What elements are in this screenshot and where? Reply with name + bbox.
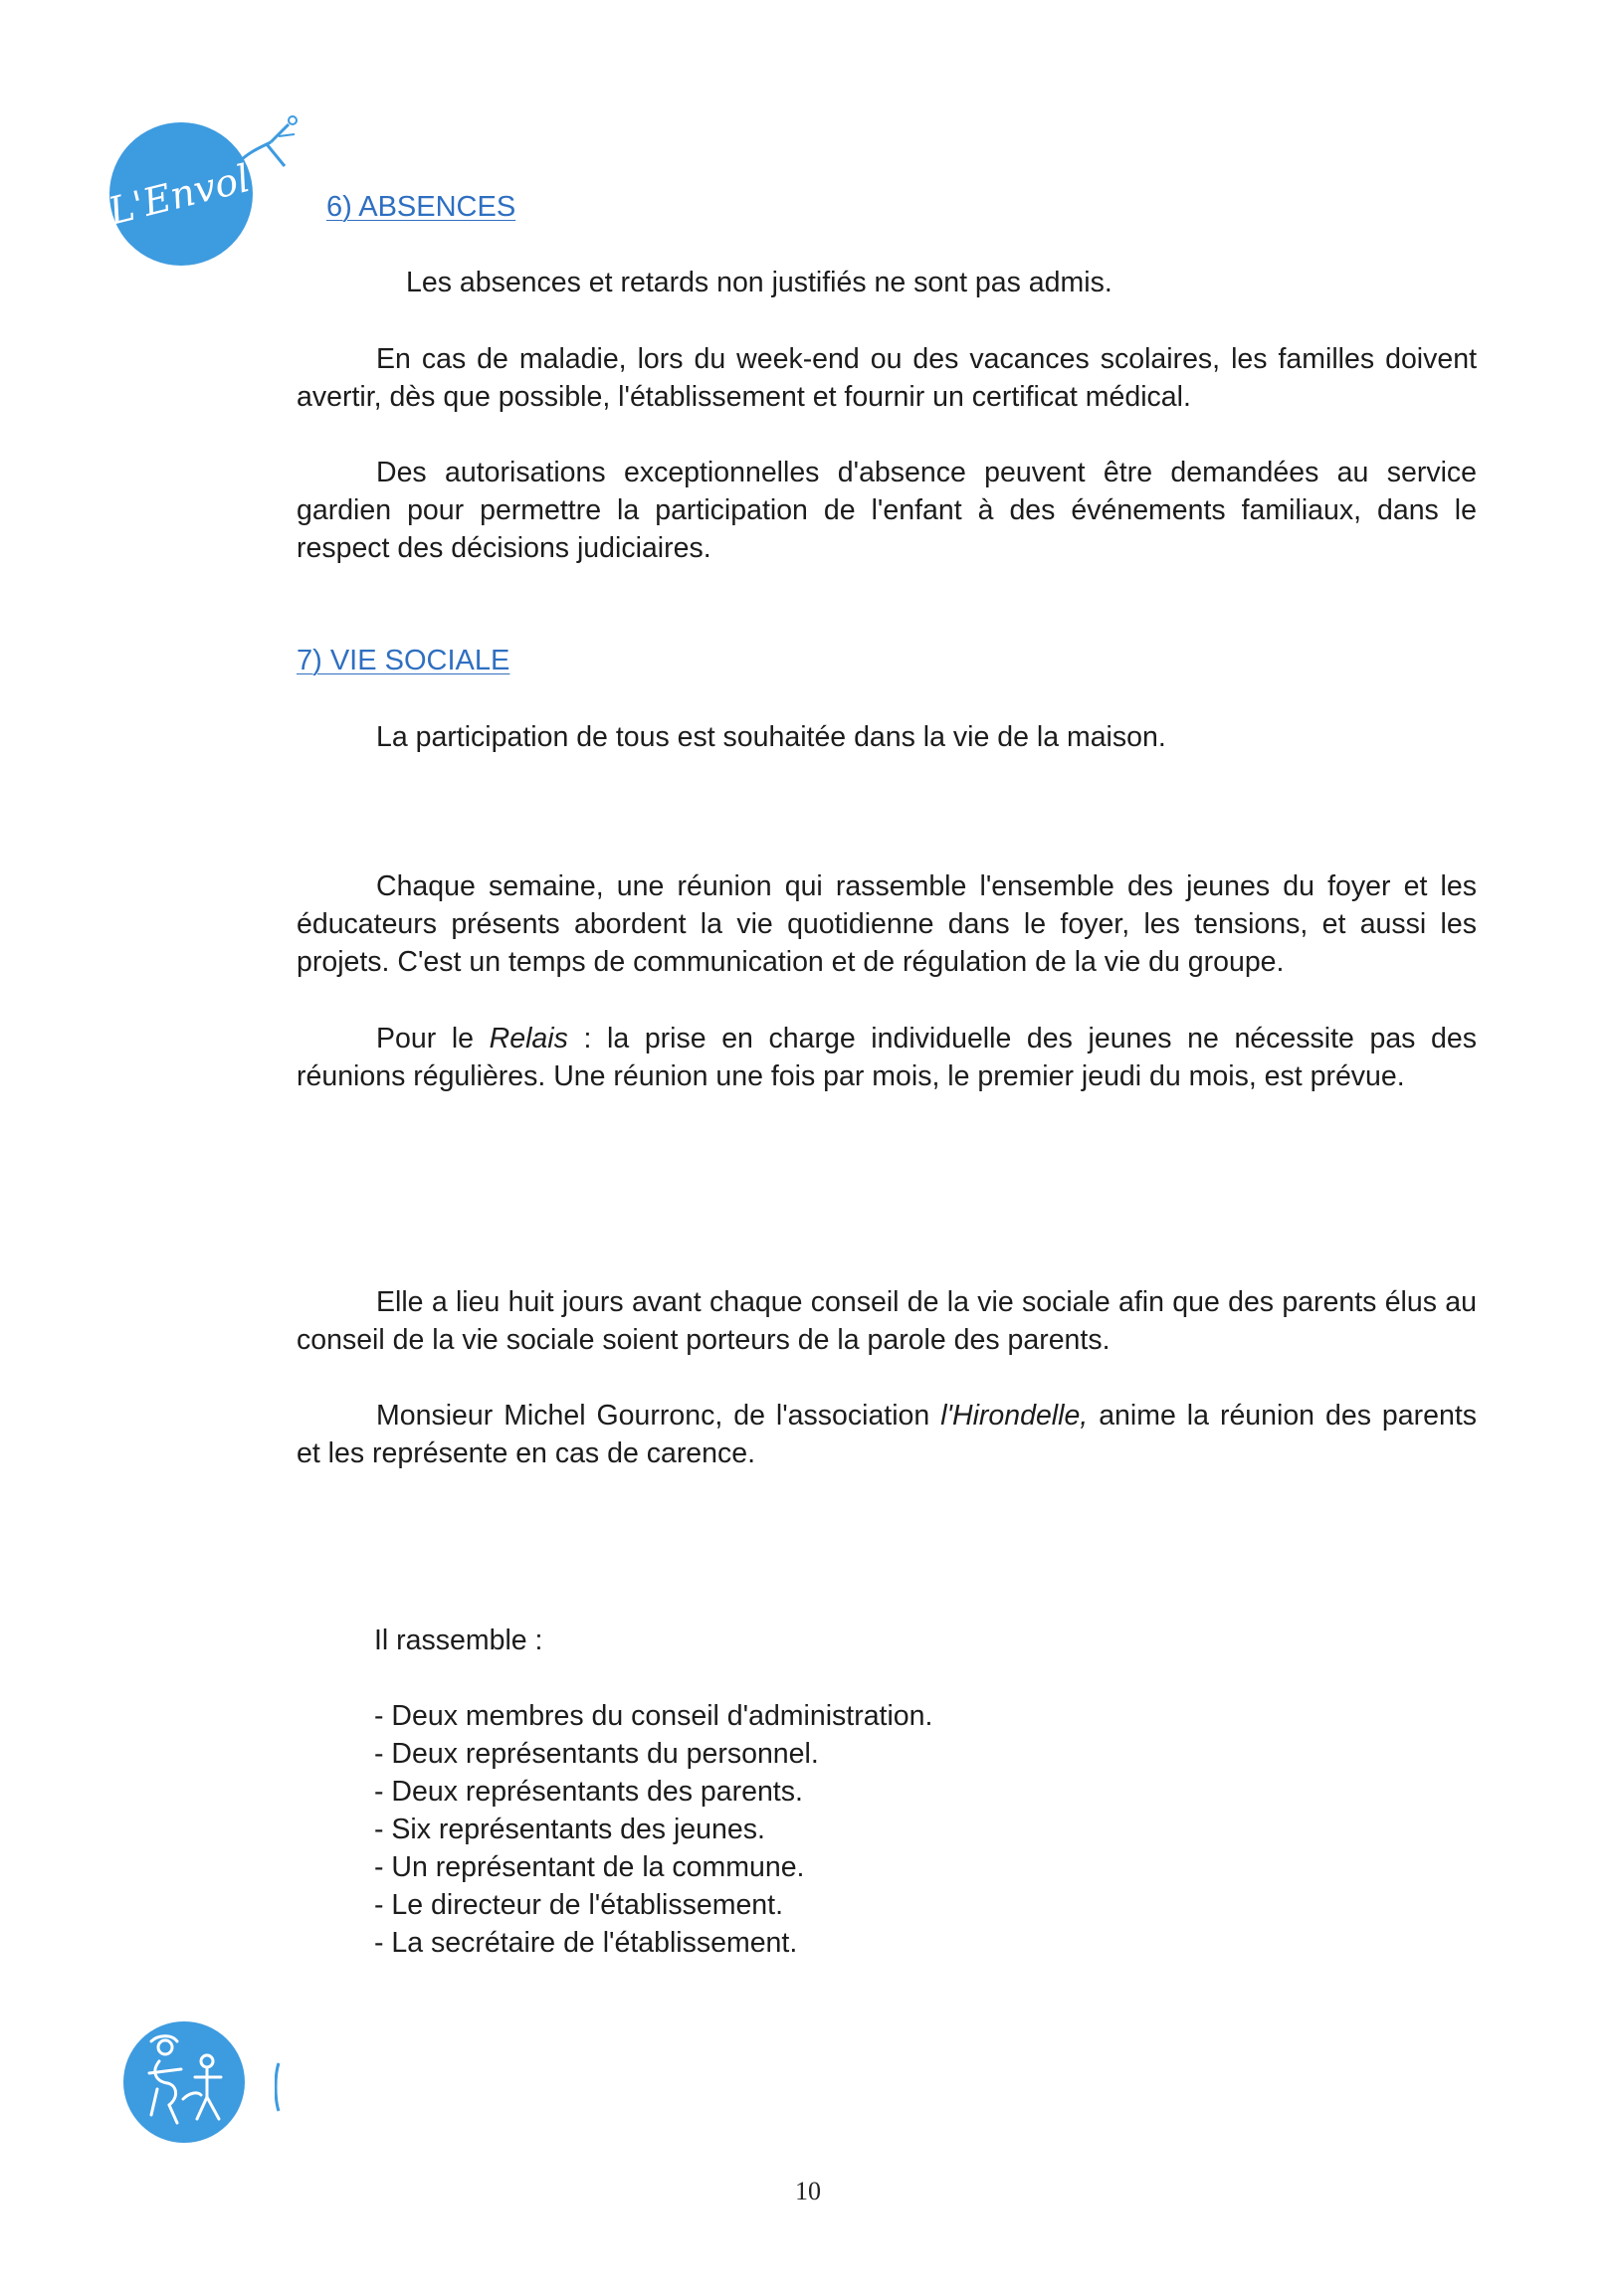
paragraph-hirondelle [297,1397,1477,1472]
list-item: - Deux représentants du personnel. [374,1738,819,1770]
relais-italic: Relais [489,1023,568,1054]
paragraph-vie-sociale-2: Chaque semaine, une réunion qui rassemble l'ensemble des jeunes du foyer et les éducateurs présents abordent la vie quotidienne dans le foyer, les tensions, et aussi les projets. C'est un temps de communication et de régulation de la vie du groupe. [297,870,1477,978]
list-item: - Six représentants des jeunes. [374,1814,765,1845]
hirondelle-prefix: Monsieur Michel Gourronc, de l'association [376,1400,941,1432]
list-item: - La secrétaire de l'établissement. [374,1927,798,1959]
paragraph-absences-1: Les absences et retards non justifiés ne sont pas admis. [406,267,1112,298]
children-logo-icon [121,2019,247,2145]
paragraph-absences-2: En cas de maladie, lors du week-end ou des vacances scolaires, les familles doivent avertir, dès que possible, l'établissement et fournir un certificat médical. [297,343,1477,413]
envol-logo [90,104,303,269]
page-number: 10 [795,2177,821,2205]
paragraph-relais [297,1020,1477,1095]
paragraph-il-rassemble: Il rassemble : [374,1625,543,1656]
list-item: - Le directeur de l'établissement. [374,1889,783,1921]
paragraph-absences-3: Des autorisations exceptionnelles d'absence peuvent être demandées au service gardien pour permettre la participation de l'enfant à des événements familiaux, dans le respect des décisions judiciaires. [297,457,1477,564]
list-item: - Deux représentants des parents. [374,1776,803,1808]
list-item: - Un représentant de la commune. [374,1851,805,1883]
svg-text:L'Envol: L'Envol [103,155,255,234]
relais-suffix: : la prise en charge individuelle des jeunes ne nécessite pas des réunions régulières. Une réunion une fois par mois, le premier jeudi du mois, est prévue. [297,1023,1477,1092]
logo-bracket-icon [275,2061,281,2113]
hirondelle-suffix: anime la réunion des parents et les représente en cas de carence. [297,1400,1477,1469]
paragraph-vie-sociale-1: La participation de tous est souhaitée dans la vie de la maison. [376,721,1166,753]
list-item: - Deux membres du conseil d'administration. [374,1700,933,1732]
heading-vie-sociale: 7) VIE SOCIALE [297,645,510,676]
hirondelle-italic: l'Hirondelle, [940,1400,1089,1432]
relais-prefix: Pour le [376,1023,490,1054]
heading-absences: 6) ABSENCES [326,191,516,223]
paragraph-vie-sociale-4: Elle a lieu huit jours avant chaque conseil de la vie sociale afin que des parents élus au conseil de la vie sociale soient porteurs de la parole des parents. [297,1286,1477,1356]
members-list [374,1697,932,1962]
